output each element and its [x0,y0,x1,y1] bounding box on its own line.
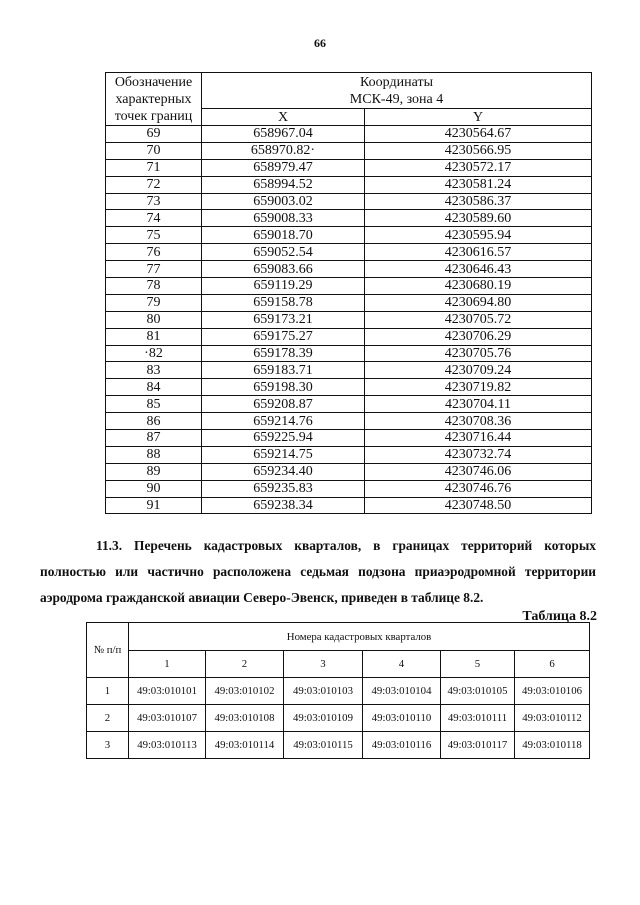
point-number-cell: 78 [106,278,202,295]
y-coordinate-cell: 4230564.67 [365,126,592,143]
coordinate-row [106,413,592,430]
y-coordinate-cell: 4230586.37 [365,193,592,210]
coordinates-table [105,72,592,514]
y-coordinate-cell: 4230680.19 [365,278,592,295]
header-point-label [106,73,202,126]
cadastral-number-cell: 49:03:010105 [441,678,515,705]
point-number-cell: 72 [106,176,202,193]
row-number-cell: 1 [87,678,129,705]
cadastral-number-cell: 49:03:010104 [363,678,441,705]
cadastral-number-cell: 49:03:010115 [284,732,363,759]
x-coordinate-cell: 659214.76 [202,413,365,430]
x-coordinate-cell: 659003.02 [202,193,365,210]
coordinate-row [106,193,592,210]
coordinate-row [106,210,592,227]
y-coordinate-cell: 4230716.44 [365,430,592,447]
coordinate-row [106,480,592,497]
point-number-cell: 74 [106,210,202,227]
coordinate-row [106,261,592,278]
header-cadastral-numbers: Номера кадастровых кварталов [129,623,590,651]
point-number-cell: 75 [106,227,202,244]
cadastral-row [87,705,590,732]
y-coordinate-cell: 4230566.95 [365,142,592,159]
y-coordinate-cell: 4230732.74 [365,446,592,463]
y-coordinate-cell: 4230572.17 [365,159,592,176]
header-coordinates-line: Координаты [360,75,433,90]
coordinate-row [106,311,592,328]
column-number-cell: 4 [363,651,441,678]
coordinate-row [106,328,592,345]
point-number-cell: 87 [106,430,202,447]
y-coordinate-cell: 4230694.80 [365,294,592,311]
point-number-cell: 73 [106,193,202,210]
x-coordinate-cell: 658979.47 [202,159,365,176]
point-number-cell: 81 [106,328,202,345]
x-coordinate-cell: 658994.52 [202,176,365,193]
column-number-cell: 6 [515,651,590,678]
x-coordinate-cell: 659208.87 [202,396,365,413]
header-point-label-line: точек границ [114,109,193,124]
coordinate-row [106,345,592,362]
coordinate-row [106,159,592,176]
x-coordinate-cell: 658970.82· [202,142,365,159]
y-coordinate-cell: 4230709.24 [365,362,592,379]
y-coordinate-cell: 4230746.06 [365,463,592,480]
coordinate-row [106,294,592,311]
cadastral-number-cell: 49:03:010102 [206,678,284,705]
header-coordinates-line: МСК-49, зона 4 [349,92,444,107]
point-number-cell: 70 [106,142,202,159]
y-coordinate-cell: 4230589.60 [365,210,592,227]
point-number-cell: 80 [106,311,202,328]
cadastral-number-cell: 49:03:010106 [515,678,590,705]
coordinate-row [106,362,592,379]
coordinate-row [106,430,592,447]
section-paragraph: 11.3. Перечень кадастровых кварталов, в границах территорий которых полностью или частично расположена седьмая подзона приаэродромной территории аэродрома гражданской авиации Северо-Эвенск, приведен в таблице 8.2. [40,538,596,605]
coordinates-table-body [106,126,592,514]
cadastral-number-cell: 49:03:010118 [515,732,590,759]
x-coordinate-cell: 659175.27 [202,328,365,345]
y-coordinate-cell: 4230581.24 [365,176,592,193]
row-number-cell: 2 [87,705,129,732]
cadastral-number-cell: 49:03:010110 [363,705,441,732]
point-number-cell: 69 [106,126,202,143]
coordinate-row [106,396,592,413]
y-coordinate-cell: 4230705.76 [365,345,592,362]
x-coordinate-cell: 659178.39 [202,345,365,362]
coordinate-row [106,126,592,143]
cadastral-table [86,622,590,759]
cadastral-number-cell: 49:03:010116 [363,732,441,759]
column-number-cell: 1 [129,651,206,678]
cadastral-number-cell: 49:03:010108 [206,705,284,732]
column-number-cell: 2 [206,651,284,678]
cadastral-row [87,732,590,759]
cadastral-number-cell: 49:03:010117 [441,732,515,759]
x-coordinate-cell: 659235.83 [202,480,365,497]
y-coordinate-cell: 4230646.43 [365,261,592,278]
row-number-cell: 3 [87,732,129,759]
point-number-cell: ·82 [106,345,202,362]
point-number-cell: 71 [106,159,202,176]
cadastral-table-body [87,678,590,759]
point-number-cell: 86 [106,413,202,430]
x-coordinate-cell: 659238.34 [202,497,365,514]
y-coordinate-cell: 4230704.11 [365,396,592,413]
coordinate-row [106,463,592,480]
x-coordinate-cell: 659052.54 [202,244,365,261]
y-coordinate-cell: 4230748.50 [365,497,592,514]
header-x: X [202,109,365,126]
column-numbers-row [87,651,590,678]
x-coordinate-cell: 658967.04 [202,126,365,143]
coordinate-row [106,446,592,463]
header-point-label-line: Обозначение [114,75,193,90]
y-coordinate-cell: 4230595.94 [365,227,592,244]
point-number-cell: 89 [106,463,202,480]
point-number-cell: 88 [106,446,202,463]
x-coordinate-cell: 659173.21 [202,311,365,328]
table-title: Таблица 8.2 [522,609,597,624]
point-number-cell: 79 [106,294,202,311]
header-point-label-line: характерных [115,92,192,107]
x-coordinate-cell: 659018.70 [202,227,365,244]
x-coordinate-cell: 659198.30 [202,379,365,396]
point-number-cell: 85 [106,396,202,413]
cadastral-number-cell: 49:03:010103 [284,678,363,705]
coordinate-row [106,176,592,193]
x-coordinate-cell: 659183.71 [202,362,365,379]
coordinate-row [106,244,592,261]
cadastral-number-cell: 49:03:010107 [129,705,206,732]
coordinate-row [106,142,592,159]
coordinate-row [106,379,592,396]
x-coordinate-cell: 659158.78 [202,294,365,311]
x-coordinate-cell: 659083.66 [202,261,365,278]
y-coordinate-cell: 4230746.76 [365,480,592,497]
point-number-cell: 77 [106,261,202,278]
point-number-cell: 91 [106,497,202,514]
y-coordinate-cell: 4230616.57 [365,244,592,261]
point-number-cell: 76 [106,244,202,261]
point-number-cell: 90 [106,480,202,497]
cadastral-number-cell: 49:03:010111 [441,705,515,732]
y-coordinate-cell: 4230708.36 [365,413,592,430]
coordinate-row [106,227,592,244]
x-coordinate-cell: 659119.29 [202,278,365,295]
header-row-number: № п/п [87,623,129,678]
y-coordinate-cell: 4230705.72 [365,311,592,328]
coordinate-row [106,497,592,514]
x-coordinate-cell: 659214.75 [202,446,365,463]
point-number-cell: 84 [106,379,202,396]
cadastral-number-cell: 49:03:010101 [129,678,206,705]
column-number-cell: 3 [284,651,363,678]
page-number: 66 [314,36,326,50]
cadastral-number-cell: 49:03:010109 [284,705,363,732]
column-number-cell: 5 [441,651,515,678]
cadastral-row [87,678,590,705]
x-coordinate-cell: 659234.40 [202,463,365,480]
y-coordinate-cell: 4230719.82 [365,379,592,396]
x-coordinate-cell: 659225.94 [202,430,365,447]
coordinate-row [106,278,592,295]
point-number-cell: 83 [106,362,202,379]
y-coordinate-cell: 4230706.29 [365,328,592,345]
x-coordinate-cell: 659008.33 [202,210,365,227]
cadastral-number-cell: 49:03:010112 [515,705,590,732]
cadastral-number-cell: 49:03:010114 [206,732,284,759]
header-coordinates [202,73,592,109]
header-y: Y [365,109,592,126]
cadastral-number-cell: 49:03:010113 [129,732,206,759]
